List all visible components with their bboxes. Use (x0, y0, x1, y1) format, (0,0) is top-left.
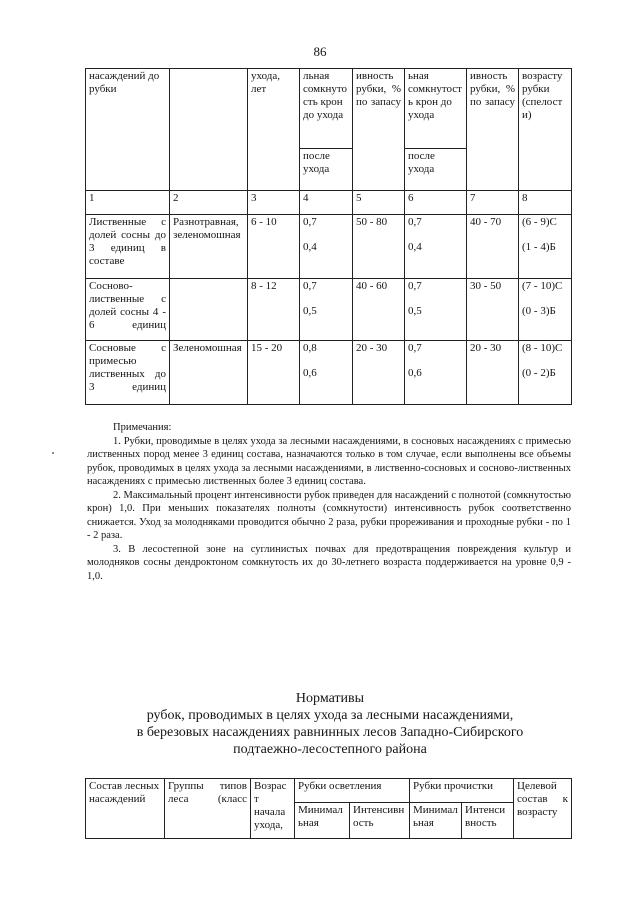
density2-after: 0,6 (408, 367, 422, 379)
header-density-after: после ухода (300, 149, 353, 191)
target-birch: (0 - 3)Б (522, 305, 556, 317)
header2-age: Возраст начала ухода, (251, 779, 295, 839)
density2-after: 0,4 (408, 241, 422, 253)
target-birch: (1 - 4)Б (522, 241, 556, 253)
header2-composition: Состав лесных насаждений (86, 779, 165, 839)
col-number: 1 (86, 191, 170, 215)
section-title (100, 690, 560, 758)
notes (87, 421, 571, 583)
cell-density-2 (405, 279, 467, 341)
notes-heading: Примечания: (113, 422, 172, 433)
cell-composition: Сосново-лиственные с долей сосны 4 - 6 единиц (86, 279, 170, 341)
header-density-before: льная сомкнутость крон до ухода (300, 69, 353, 149)
title-line-1: Нормативы (295, 691, 365, 706)
header-target: возрасту рубки (спелости) (519, 69, 572, 191)
cell-density (300, 279, 353, 341)
cell-age: 8 - 12 (248, 279, 300, 341)
header-density2-before: ьная сомкнутость крон до ухода (405, 69, 467, 149)
col-number: 2 (170, 191, 248, 215)
cell-intensity-1: 20 - 30 (353, 341, 405, 405)
col-number: 7 (467, 191, 519, 215)
header-density2-after: после ухода (405, 149, 467, 191)
note-3: 3. В лесостепной зоне на суглинистых почвах для предотвращения повреждения культур и молодняков сосны дендроктоном сомкнутость их до 30-летнего возраста поддерживается на уровне 0,9 - 1,0. (87, 543, 571, 582)
header-intensity-2: ивность рубки, % по запасу (467, 69, 519, 191)
col-number: 8 (519, 191, 572, 215)
cell-density (300, 341, 353, 405)
header-forest-type (170, 69, 248, 191)
density-before: 0,7 (303, 216, 317, 228)
cell-composition: Лиственные с долей сосны до 3 единиц в составе (86, 215, 170, 279)
density2-before: 0,7 (408, 280, 422, 292)
header-composition: насаждений до рубки (86, 69, 170, 191)
target-birch: (0 - 2)Б (522, 367, 556, 379)
col-number: 4 (300, 191, 353, 215)
header2-cleaning: Рубки прочистки (410, 779, 514, 803)
header2-clearing-int: Интенсивность (350, 803, 410, 839)
cell-forest-type: Зеленомошная (170, 341, 248, 405)
note-1: 1. Рубки, проводимые в целях ухода за лесными насаждениями, в сосновых насаждениях с примесью лиственных пород менее 3 единиц состава, назначаются только в том случае, если выполнены все объемы рубок, проводимых в целях ухода за лесными насаждениями, в лиственно-сосновых и сосново-лиственных насаждениях с примесью лиственных более 3 единиц состава. (87, 435, 571, 487)
title-line-3: в березовых насаждениях равнинных лесов Западно-Сибирского (136, 725, 524, 740)
target-pine: (8 - 10)С (522, 342, 563, 354)
cell-density-2 (405, 215, 467, 279)
cell-intensity-2: 30 - 50 (467, 279, 519, 341)
cell-intensity-1: 40 - 60 (353, 279, 405, 341)
density-before: 0,7 (303, 280, 317, 292)
target-pine: (7 - 10)С (522, 280, 563, 292)
col-number: 3 (248, 191, 300, 215)
cell-intensity-2: 40 - 70 (467, 215, 519, 279)
cell-target (519, 215, 572, 279)
header2-cleaning-min: Минимальная (410, 803, 462, 839)
table-row (86, 341, 572, 405)
density-after: 0,6 (303, 367, 317, 379)
cell-target (519, 341, 572, 405)
density-before: 0,8 (303, 342, 317, 354)
header-age: ухода, лет (248, 69, 300, 191)
density2-before: 0,7 (408, 342, 422, 354)
density2-after: 0,5 (408, 305, 422, 317)
cell-intensity-2: 20 - 30 (467, 341, 519, 405)
header2-clearing-min: Минимальная (295, 803, 350, 839)
target-pine: (6 - 9)С (522, 216, 557, 228)
table-header-row (86, 69, 572, 149)
title-line-4: подтаежно-лесостепного района (233, 742, 427, 757)
note-2: 2. Максимальный процент интенсивности рубок приведен для насаждений с полнотой (сомкнутостью крон) 1,0. При меньших показателях полноты (сомкнутости) интенсивность рубок соответственно снижается. Уход за молодняками проводится обычно 2 раза, рубки прореживания и проходные рубки - по 1 - 2 раза. (87, 489, 571, 541)
birch-norms-table (85, 778, 572, 839)
density-after: 0,4 (303, 241, 317, 253)
table-row (86, 215, 572, 279)
header2-forest-type: Группы типов леса (класс (165, 779, 251, 839)
header2-cleaning-int: Интенсивность (462, 803, 514, 839)
thinning-norms-table (85, 68, 572, 405)
cell-composition: Сосновые с примесью лиственных до 3 единиц (86, 341, 170, 405)
cell-age: 6 - 10 (248, 215, 300, 279)
cell-density-2 (405, 341, 467, 405)
cell-forest-type: Разнотравная, зеленомошная (170, 215, 248, 279)
cell-target (519, 279, 572, 341)
col-number: 6 (405, 191, 467, 215)
header2-clearing: Рубки осветления (295, 779, 410, 803)
table-number-row (86, 191, 572, 215)
title-line-2: рубок, проводимых в целях ухода за лесными насаждениями, (146, 708, 514, 723)
cell-age: 15 - 20 (248, 341, 300, 405)
col-number: 5 (353, 191, 405, 215)
density2-before: 0,7 (408, 216, 422, 228)
page-number: 86 (313, 44, 327, 59)
table-row (86, 279, 572, 341)
cell-intensity-1: 50 - 80 (353, 215, 405, 279)
header2-target: Целевой состав к возрасту (514, 779, 572, 839)
cell-density (300, 215, 353, 279)
scan-speck (52, 452, 54, 454)
cell-forest-type (170, 279, 248, 341)
header-intensity-1: ивность рубки, % по запасу (353, 69, 405, 191)
density-after: 0,5 (303, 305, 317, 317)
